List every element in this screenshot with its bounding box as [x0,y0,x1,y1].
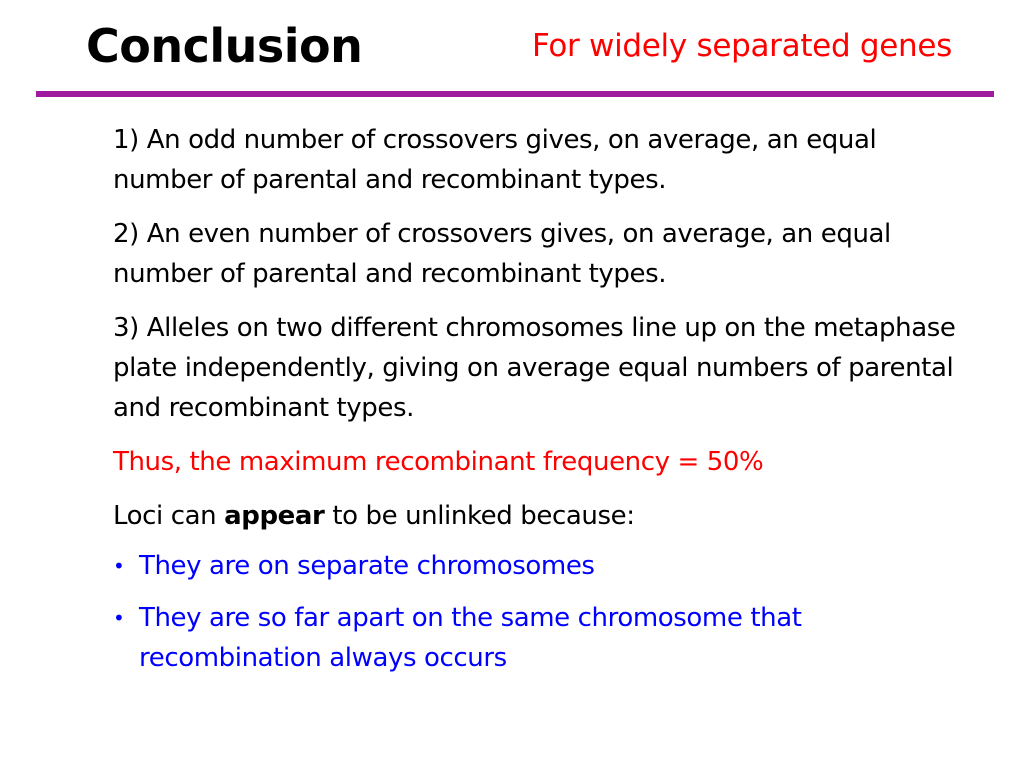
title-divider [36,91,994,97]
loci-intro [113,496,963,536]
slide-body [113,120,963,690]
slide-title: Conclusion [86,19,363,73]
reason-item [113,598,963,678]
loci-intro-after: to be unlinked because: [324,501,635,531]
point-3: 3) Alleles on two different chromosomes line up on the metaphase plate independently, giving on average equal numbers of parental and recombinant types. [113,313,956,423]
reason-text: They are on separate chromosomes [139,551,595,581]
reason-item [113,546,963,586]
loci-intro-emphasis: appear [224,501,325,531]
bullet-icon: • [113,554,125,578]
conclusion-line: Thus, the maximum recombinant frequency = 50% [113,447,764,477]
loci-intro-before: Loci can [113,501,225,531]
point-2: 2) An even number of crossovers gives, on average, an equal number of parental and recombinant types. [113,219,891,289]
reason-text: They are so far apart on the same chromosome that recombination always occurs [139,603,802,673]
point-1: 1) An odd number of crossovers gives, on average, an equal number of parental and recombinant types. [113,125,877,195]
bullet-icon: • [113,606,125,630]
slide-subtitle: For widely separated genes [531,28,952,64]
